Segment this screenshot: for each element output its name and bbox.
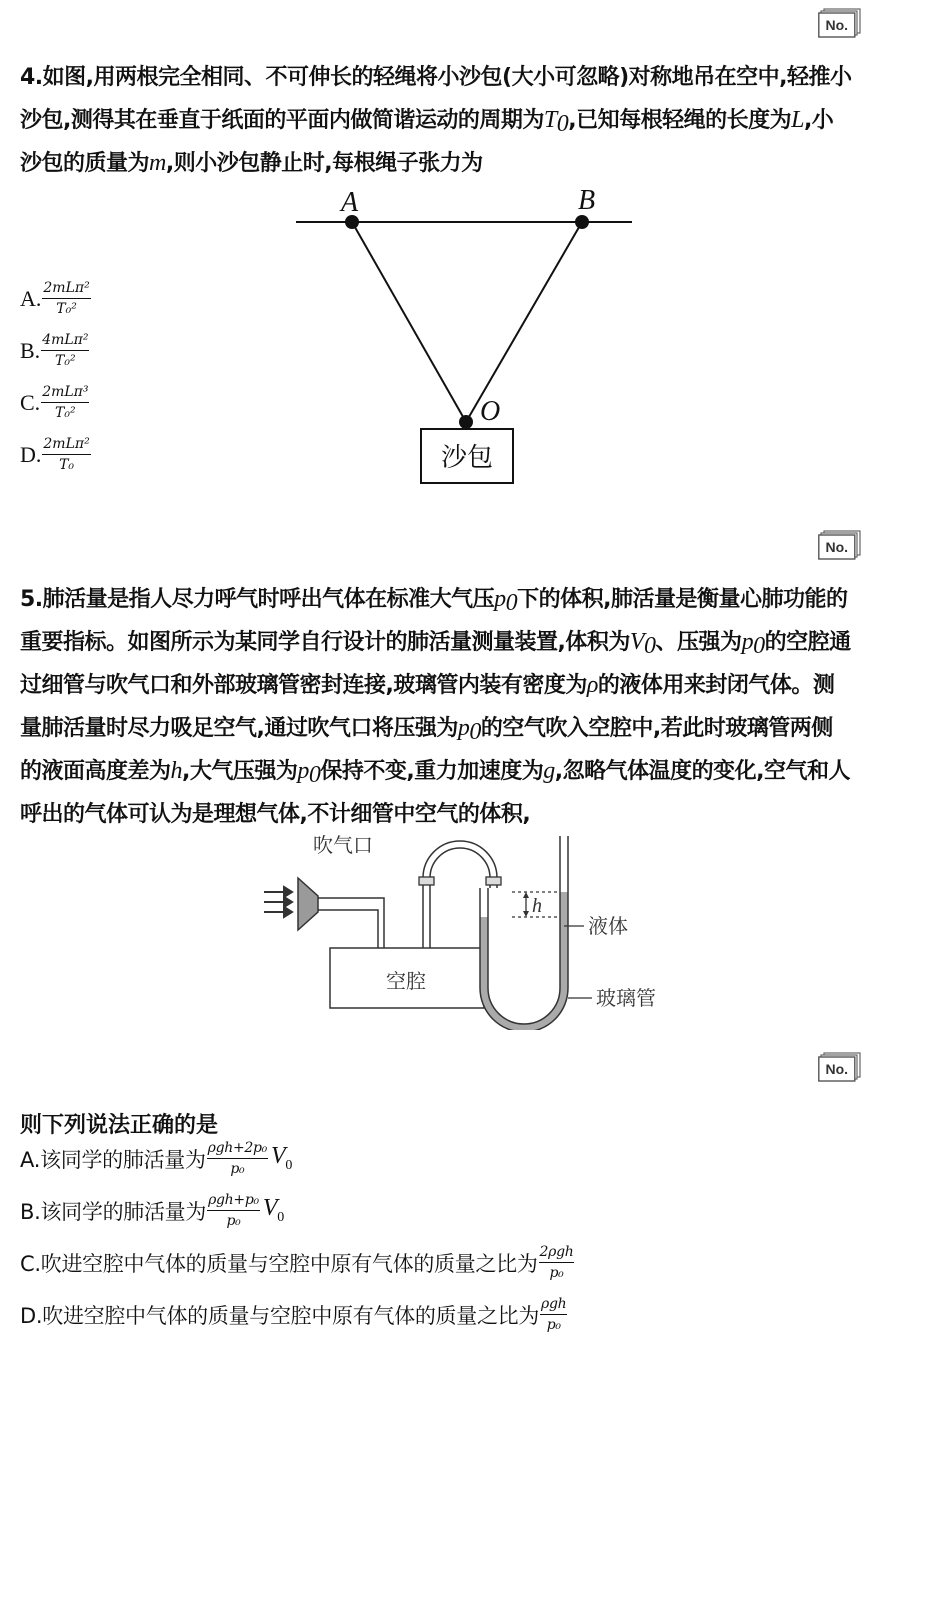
mouthpiece-icon <box>298 878 318 930</box>
mouth-label: 吹气口 <box>313 833 373 857</box>
q4-stem <box>20 56 920 185</box>
fraction: $\frac{\text{2mLπ²}}{\text{T₀²}}$ <box>43 280 90 317</box>
q4-line1: 4.如图,用两根完全相同、不可伸长的轻绳将小沙包(大小可忽略)对称地吊在空中,轻推小 <box>20 65 852 90</box>
q4-option-d[interactable]: D. $\frac{\text{2mLπ²}}{\text{T₀}}$ <box>20 436 90 473</box>
badge-label: No. <box>825 1061 849 1077</box>
q5-option-d[interactable]: D.吹进空腔中气体的质量与空腔中原有气体的质量之比为 $\frac{\text{ρgh}}{\text{p₀}}$ <box>20 1296 567 1333</box>
rope-b <box>466 222 582 422</box>
glass-tube-outer <box>480 836 568 1030</box>
fraction: $\frac{\text{ρgh+2p₀}}{\text{p₀}}$ <box>207 1140 267 1177</box>
q5-option-a[interactable]: A.该同学的肺活量为 $\frac{\text{ρgh+2p₀}}{\text{p₀}}$ $V_0$ <box>20 1140 293 1177</box>
q4-pendulum-figure <box>290 182 640 492</box>
no-badge-3[interactable] <box>818 1052 862 1080</box>
tube-label: 玻璃管 <box>596 986 656 1010</box>
fraction: $\frac{\text{4mLπ²}}{\text{T₀²}}$ <box>42 332 89 369</box>
badge-label: No. <box>825 17 849 33</box>
q5-line6: 呼出的气体可认为是理想气体,不计细管中空气的体积, <box>20 802 531 827</box>
label-a: A <box>341 187 359 218</box>
rope-a <box>352 222 466 422</box>
glass-tube-inner <box>488 836 560 1024</box>
point-o <box>459 415 473 429</box>
fraction: $\frac{\text{2ρgh}}{\text{p₀}}$ <box>539 1244 574 1281</box>
q5-line1: 5.肺活量是指人尽力呼气时呼出气体在标准大气压$p_0$下的体积,肺活量是衡量心肺功能的 <box>20 586 848 616</box>
no-badge-2[interactable] <box>818 530 862 558</box>
label-b: B <box>578 185 596 216</box>
point-b <box>575 215 589 229</box>
label-o: O <box>480 396 501 427</box>
q4-option-a[interactable]: A. $\frac{\text{2mLπ²}}{\text{T₀²}}$ <box>20 280 90 317</box>
fraction: $\frac{\text{ρgh}}{\text{p₀}}$ <box>541 1296 567 1333</box>
q4-option-b[interactable]: B. $\frac{\text{4mLπ²}}{\text{T₀²}}$ <box>20 332 89 369</box>
no-badge-1[interactable] <box>818 8 862 36</box>
q5-stem <box>20 578 920 836</box>
q4-option-c[interactable]: C. $\frac{\text{2mLπ³}}{\text{T₀²}}$ <box>20 384 89 421</box>
fraction: $\frac{\text{ρgh+p₀}}{\text{p₀}}$ <box>208 1192 259 1229</box>
fraction: $\frac{\text{2mLπ²}}{\text{T₀}}$ <box>43 436 90 473</box>
badge-label: No. <box>825 539 849 555</box>
q5-line2: 重要指标。如图所示为某同学自行设计的肺活量测量装置,体积为$V_0$、压强为$p_0$的空腔通 <box>20 629 851 659</box>
h-label: h <box>532 895 542 917</box>
q4-line3: 沙包的质量为m,则小沙包静止时,每根绳子张力为 <box>20 150 483 176</box>
q4-line2: 沙包,测得其在垂直于纸面的平面内做简谐运动的周期为$T_0$,已知每根轻绳的长度为L,小 <box>20 107 834 137</box>
q5-line3: 过细管与吹气口和外部玻璃管密封连接,玻璃管内装有密度为ρ的液体用来封闭气体。测 <box>20 672 835 698</box>
fraction: $\frac{\text{2mLπ³}}{\text{T₀²}}$ <box>42 384 89 421</box>
q5-question: 则下列说法正确的是 <box>20 1113 219 1138</box>
q5-option-b[interactable]: B.该同学的肺活量为 $\frac{\text{ρgh+p₀}}{\text{p₀}}$ $V_0$ <box>20 1192 284 1229</box>
liquid-label: 液体 <box>588 914 628 938</box>
q5-spirometer-figure <box>258 830 678 1030</box>
q5-line4: 量肺活量时尽力吸足空气,通过吹气口将压强为$p_0$的空气吹入空腔中,若此时玻璃管两侧 <box>20 715 833 745</box>
airflow-arrows-icon <box>264 887 292 917</box>
q5-line5: 的液面高度差为h,大气压强为$p_0$保持不变,重力加速度为g,忽略气体温度的变化,空气和人 <box>20 758 850 788</box>
cavity-label: 空腔 <box>386 969 426 993</box>
q5-option-c[interactable]: C.吹进空腔中气体的质量与空腔中原有气体的质量之比为 $\frac{\text{2ρgh}}{\text{p₀}}$ <box>20 1244 574 1281</box>
sandbag-label: 沙包 <box>440 443 494 473</box>
